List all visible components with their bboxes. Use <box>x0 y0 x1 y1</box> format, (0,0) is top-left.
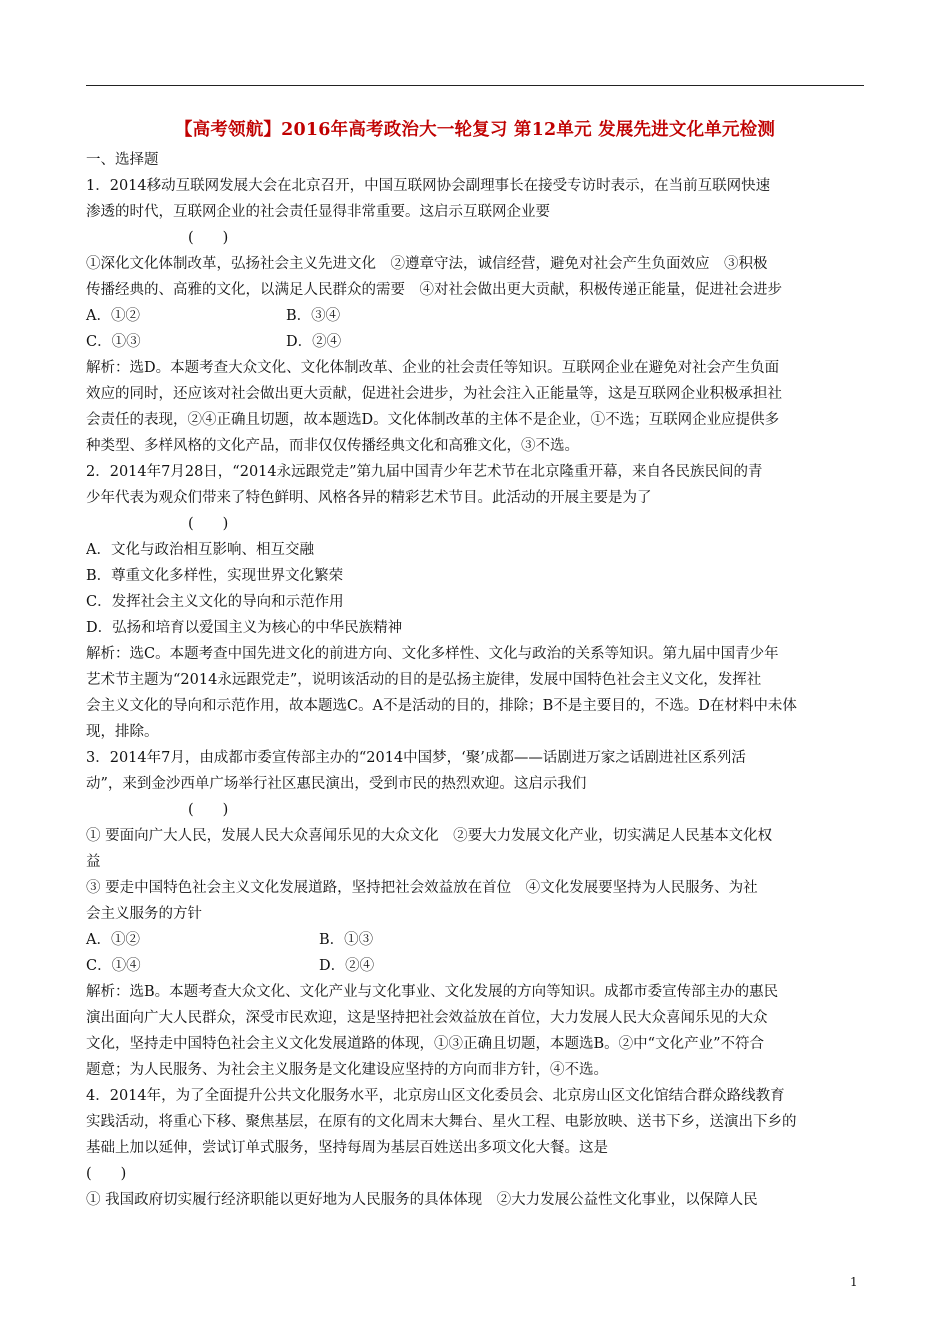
question-2 <box>86 459 864 745</box>
option-row <box>86 953 864 979</box>
analysis-line: 题意；为人民服务、为社会主义服务是文化建设应坚持的方向而非方针，④不选。 <box>86 1062 608 1078</box>
document-body <box>86 147 864 1213</box>
option-c: C．发挥社会主义文化的导向和示范作用 <box>86 594 344 610</box>
analysis-line: 种类型、多样风格的文化产品，而非仅仅传播经典文化和高雅文化，③不选。 <box>86 438 579 454</box>
analysis-line: 解析：选C。本题考查中国先进文化的前进方向、文化多样性、文化与政治的关系等知识。第九届中国青少年 <box>86 646 779 662</box>
option-b: B．③④ <box>286 308 341 324</box>
analysis-line: 会责任的表现，②④正确且切题，故本题选D。文化体制改革的主体不是企业，①不选；互联网企业应提供多 <box>86 412 780 428</box>
statement-line: 会主义服务的方针 <box>86 906 202 922</box>
option-c: C．①④ <box>86 958 141 974</box>
option-a: A．①② <box>86 932 140 948</box>
question-stem-line: 动”，来到金沙西单广场举行社区惠民演出，受到市民的热烈欢迎。这启示我们 <box>86 776 587 792</box>
analysis-line: 艺术节主题为“2014永远跟党走”，说明该活动的目的是弘扬主旋律，发展中国特色社会主义文化，发挥社 <box>86 672 762 688</box>
analysis-line: 会主义文化的导向和示范作用，故本题选C。A不是活动的目的，排除；B不是主要目的，不选。D在材料中未体 <box>86 698 797 714</box>
analysis-line: 解析：选B。本题考查大众文化、文化产业与文化事业、文化发展的方向等知识。成都市委宣传部主办的惠民 <box>86 984 779 1000</box>
option-a: A．①② <box>86 308 140 324</box>
question-stem-line: 4．2014年，为了全面提升公共文化服务水平，北京房山区文化委员会、北京房山区文化馆结合群众路线教育 <box>86 1088 785 1104</box>
question-3 <box>86 745 864 1083</box>
header-rule <box>86 85 864 86</box>
statement-line: ① 我国政府切实履行经济职能以更好地为人民服务的具体体现 ②大力发展公益性文化事业，以保障人民 <box>86 1192 758 1208</box>
question-stem-line: 3．2014年7月，由成都市委宣传部主办的“2014中国梦，‘聚’成都——话剧进万家之话剧进社区系列活 <box>86 750 746 766</box>
question-stem-line: 2．2014年7月28日，“2014永远跟党走”第九届中国青少年艺术节在北京隆重开幕，来自各民族民间的青 <box>86 464 763 480</box>
answer-bracket: ( ) <box>188 516 229 532</box>
option-b: B．①③ <box>319 932 374 948</box>
question-stem-line: 渗透的时代，互联网企业的社会责任显得非常重要。这启示互联网企业要 <box>86 204 550 220</box>
section-heading: 一、选择题 <box>86 152 159 168</box>
analysis-line: 解析：选D。本题考查大众文化、文化体制改革、企业的社会责任等知识。互联网企业在避免对社会产生负面 <box>86 360 780 376</box>
option-b: B．尊重文化多样性，实现世界文化繁荣 <box>86 568 344 584</box>
option-row <box>86 303 864 329</box>
option-row <box>86 329 864 355</box>
option-d: D．②④ <box>286 334 342 350</box>
analysis-line: 效应的同时，还应该对社会做出更大贡献，促进社会进步，为社会注入正能量等，这是互联网企业积极承担社 <box>86 386 782 402</box>
question-1 <box>86 173 864 459</box>
analysis-line: 演出面向广大人民群众，深受市民欢迎，这是坚持把社会效益放在首位，大力发展人民大众喜闻乐见的大众 <box>86 1010 768 1026</box>
analysis-line: 现，排除。 <box>86 724 159 740</box>
statement-line: 传播经典的、高雅的文化，以满足人民群众的需要 ④对社会做出更大贡献，积极传递正能量，促进社会进步 <box>86 282 782 298</box>
page-title: 【高考领航】2016年高考政治大一轮复习 第12单元 发展先进文化单元检测 <box>174 120 776 140</box>
option-d: D．弘扬和培育以爱国主义为核心的中华民族精神 <box>86 620 403 636</box>
statement-line: ③ 要走中国特色社会主义文化发展道路，坚持把社会效益放在首位 ④文化发展要坚持为人民服务、为社 <box>86 880 758 896</box>
option-a: A．文化与政治相互影响、相互交融 <box>86 542 314 558</box>
question-stem-line: 1．2014移动互联网发展大会在北京召开，中国互联网协会副理事长在接受专访时表示，在当前互联网快速 <box>86 178 771 194</box>
answer-bracket: ( ) <box>188 802 229 818</box>
option-row <box>86 927 864 953</box>
statement-line: 益 <box>86 854 101 870</box>
page-number: 1 <box>850 1275 858 1289</box>
answer-bracket: ( ) <box>86 1166 127 1182</box>
question-stem-line: 基础上加以延伸，尝试订单式服务，坚持每周为基层百姓送出多项文化大餐。这是 <box>86 1140 608 1156</box>
question-4 <box>86 1083 864 1213</box>
analysis-line: 文化，坚持走中国特色社会主义文化发展道路的体现，①③正确且切题，本题选B。②中“文化产业”不符合 <box>86 1036 764 1052</box>
question-stem-line: 少年代表为观众们带来了特色鲜明、风格各异的精彩艺术节目。此活动的开展主要是为了 <box>86 490 652 506</box>
option-d: D．②④ <box>319 958 375 974</box>
question-stem-line: 实践活动，将重心下移、聚焦基层，在原有的文化周末大舞台、星火工程、电影放映、送书下乡，送演出下乡的 <box>86 1114 797 1130</box>
option-c: C．①③ <box>86 334 141 350</box>
statement-line: ① 要面向广大人民，发展人民大众喜闻乐见的大众文化 ②要大力发展文化产业，切实满足人民基本文化权 <box>86 828 773 844</box>
statement-line: ①深化文化体制改革，弘扬社会主义先进文化 ②遵章守法，诚信经营，避免对社会产生负面效应 ③积极 <box>86 256 768 272</box>
answer-bracket: ( ) <box>188 230 229 246</box>
